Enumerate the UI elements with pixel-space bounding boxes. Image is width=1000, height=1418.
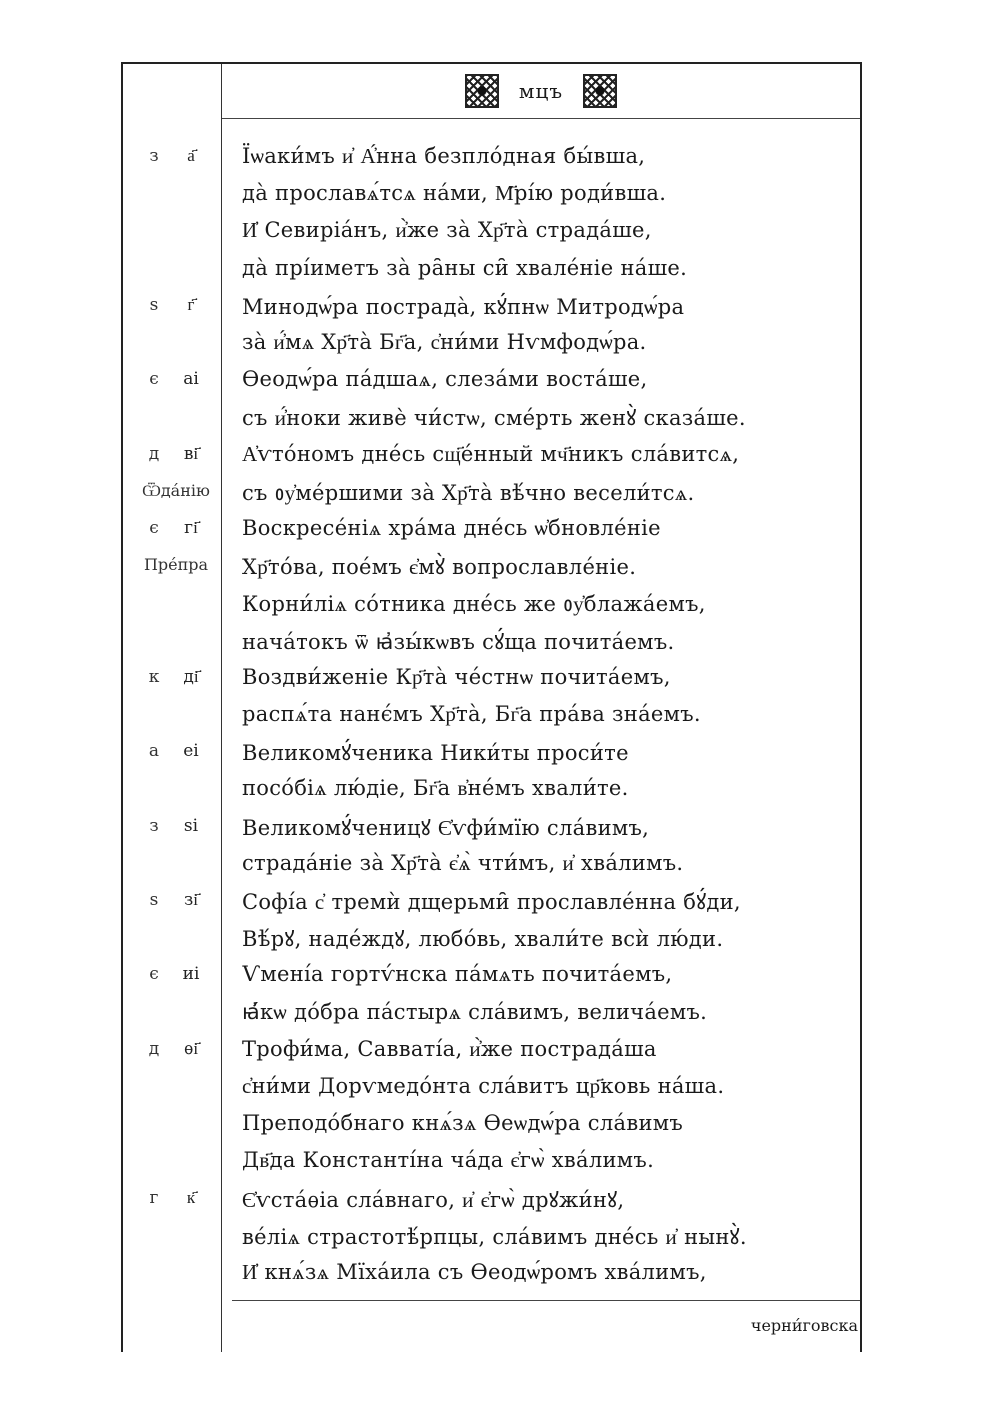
- text-line: [0, 1144, 1000, 1181]
- verse-text: Дв҃да Константі́на ча́да є҆гѡ̀ хва́лимъ.: [242, 1148, 655, 1173]
- verse-text: Преподо́бнаго кнѧ́зѧ Ѳеѡдѡ́ра сла́вимъ: [242, 1111, 684, 1136]
- text-line: [0, 1182, 1000, 1219]
- day-number: ѕі: [183, 815, 199, 836]
- verse-text: Софі́а с҆ тремѝ дщерьми̑ прославле́нна бꙋ́ди,: [242, 890, 741, 914]
- margin-note: Ѿда́нію: [142, 480, 210, 500]
- verse-text: съ ᲂу҆ме́ршими за̀ Хр҃та̀ вѣ́чно весели́тсѧ.: [242, 480, 695, 505]
- text-line: [0, 996, 1000, 1033]
- weekday-letter: а: [148, 741, 160, 762]
- day-number: иі: [182, 964, 200, 985]
- verse-text: Хр҃то́ва, пое́мъ є҆мꙋ̀ вопрославле́ніе.: [242, 555, 637, 580]
- verse-text: за̀ и҆́мѧ Хр҃та̀ Бг҃а, с҆ни́ми Нѵмфодѡ́ра.: [242, 330, 647, 354]
- verse-text: да̀ прославѧ́тсѧ на́ми, М҃рі́ю роди́вша.: [242, 181, 667, 206]
- verse-text: И҆ кнѧ́зѧ Мїха́ила съ Ѳеодѡ́ромъ хва́лимъ,: [242, 1260, 707, 1284]
- margin-note: Пре́пра: [143, 555, 209, 575]
- day-number: ді҃: [183, 666, 199, 687]
- verse-text: Минодѡ́ра пострада̀, кꙋ́пнѡ Митродѡ́ра: [242, 294, 685, 319]
- text-line: [0, 177, 1000, 214]
- weekday-letter: є: [149, 964, 159, 985]
- text-line: [0, 1107, 1000, 1144]
- text-line: [0, 1256, 1000, 1293]
- text-line: [0, 289, 1000, 326]
- verse-text: нача́токъ ѿ ꙗ҆зы́кѡвъ сꙋ́ща почита́емъ.: [242, 629, 675, 654]
- verse-text: Великомꙋ́ченицꙋ Є҆ѵфи́мїю сла́вимъ,: [242, 815, 650, 840]
- text-line: [0, 921, 1000, 958]
- text-line: [0, 140, 1000, 177]
- text-line: [0, 847, 1000, 884]
- verse-text: распѧ́та нанє́мъ Хр҃та̀, Бг҃а пра́ва зна́емъ.: [242, 702, 701, 726]
- weekday-letter: ѕ: [149, 890, 159, 910]
- day-number: ві҃: [183, 443, 199, 464]
- day-number: ѳі҃: [183, 1038, 199, 1059]
- verse-text: да̀ прі́иметъ за̀ ра̑ны си̑ хвале́ніе на́ше.: [242, 255, 688, 280]
- text-line: [0, 735, 1000, 772]
- text-line: [0, 363, 1000, 400]
- verse-text: А҆ѵто́номъ дне́сь сщ҃е́нный мч҃никъ сла́витсѧ,: [242, 441, 740, 466]
- text-line: [0, 512, 1000, 549]
- day-number: еі: [183, 741, 199, 762]
- weekday-letter: д: [148, 1038, 160, 1059]
- day-number: к҃: [186, 1187, 196, 1208]
- verse-text: И҆ Севиріа́нъ, и҆̀же за̀ Хр҃та̀ страда́ше,: [242, 218, 652, 243]
- weekday-letter: г: [149, 1187, 159, 1208]
- verse-text: съ и҆́ноки живѐ чи́стѡ, сме́рть женꙋ̀ сказа́ше.: [242, 406, 746, 431]
- verse-text: Є҆ѵста́ѳіа сла́внаго, и҆ є҆гѡ̀ дрꙋжи́нꙋ,: [242, 1187, 625, 1212]
- text-line: [0, 549, 1000, 586]
- page-number: мцъ: [518, 79, 564, 103]
- verse-text: Ѵмені́а гортѵ́нска па́мѧть почита́емъ,: [242, 962, 673, 987]
- weekday-letter: з: [149, 146, 159, 166]
- verse-text: Воздви́женіе Кр҃та̀ че́стнѡ почита́емъ,: [242, 664, 671, 689]
- verse-text: Великомꙋ́ченика Ники́ты проси́те: [242, 741, 629, 766]
- day-number: а҃: [187, 146, 195, 166]
- text-line: [0, 661, 1000, 698]
- verse-text: Ѳеодѡ́ра па́дшаѧ, слеза́ми воста́ше,: [242, 367, 648, 392]
- text-line: [0, 884, 1000, 921]
- text-line: [0, 1033, 1000, 1070]
- day-number: г҃: [187, 294, 195, 315]
- weekday-letter: є: [149, 369, 159, 390]
- text-line: [0, 475, 1000, 512]
- verse-text: Вѣ́рꙋ, наде́ждꙋ, любо́вь, хвали́те всѝ лю́ди.: [242, 927, 724, 952]
- text-line: [0, 586, 1000, 623]
- verse-text: с҆ни́ми Дорѵмедо́нта сла́витъ цр҃ковь на́ша.: [242, 1074, 725, 1098]
- text-line: [0, 772, 1000, 809]
- text-line: [0, 252, 1000, 289]
- weekday-letter: є: [149, 518, 159, 538]
- verse-text: Трофи́ма, Савваті́а, и҆̀же пострада́ша: [242, 1036, 657, 1061]
- text-line: [0, 698, 1000, 735]
- verse-text: страда́ніе за̀ Хр҃та̀ є҆ѧ̀ чти́мъ, и҆ хва́лимъ.: [242, 850, 684, 875]
- catchword: черни́говска: [750, 1316, 858, 1335]
- text-line: [0, 1219, 1000, 1256]
- verse-text: ве́ліѧ страстотѣ́рпцы, сла́вимъ дне́сь и҆ нынꙋ̀.: [242, 1224, 747, 1249]
- weekday-letter: з: [149, 815, 159, 836]
- text-line: [0, 400, 1000, 437]
- text-line: [0, 958, 1000, 995]
- verse-text: Корни́ліѧ со́тника дне́сь же ᲂу҆блажа́емъ,: [242, 592, 706, 617]
- text-line: [0, 810, 1000, 847]
- day-number: аі: [183, 369, 199, 390]
- text-line: [0, 1070, 1000, 1107]
- day-number: зі҃: [184, 890, 198, 910]
- text-line: [0, 624, 1000, 661]
- text-line: [0, 438, 1000, 475]
- verse-text: ꙗ҆́кѡ до́бра па́стырѧ сла́вимъ, велича́емъ.: [242, 999, 708, 1024]
- verse-text: Воскресе́ніѧ хра́ма дне́сь ѡ҆бновле́ніе: [242, 516, 661, 540]
- text-line: [0, 214, 1000, 251]
- text-line: [0, 326, 1000, 363]
- weekday-letter: ѕ: [149, 294, 159, 315]
- verse-text: посо́біѧ лю́діе, Бг҃а в҆не́мъ хвали́те.: [242, 776, 629, 801]
- weekday-letter: д: [148, 443, 160, 464]
- day-number: гі҃: [184, 518, 198, 538]
- weekday-letter: к: [148, 666, 160, 687]
- verse-text: Їѡаки́мъ и҆ А҆́нна безпло́дная бы́вша,: [242, 144, 646, 168]
